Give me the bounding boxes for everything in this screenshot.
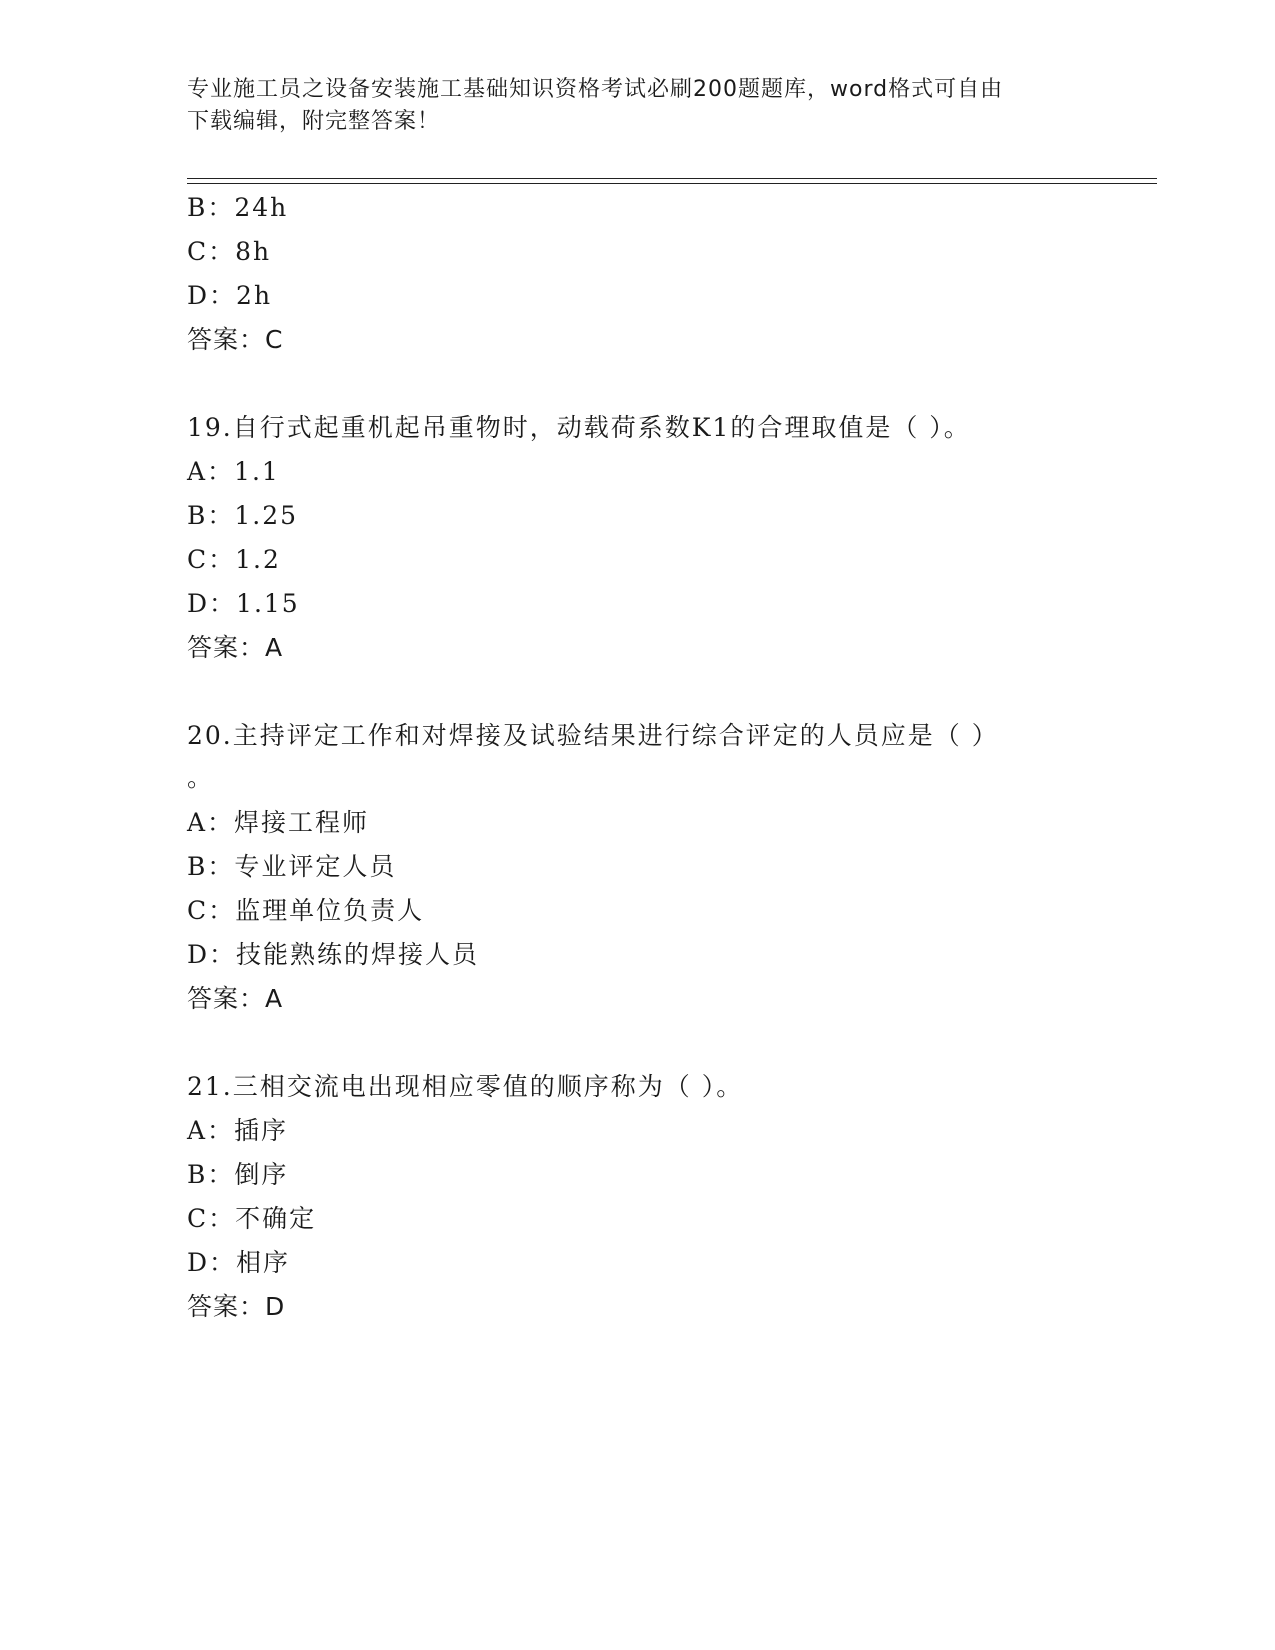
option-a: A：1.1	[187, 457, 280, 486]
option-c: C：1.2	[187, 545, 281, 574]
question-stem-continued: 。	[187, 763, 215, 792]
option-c: C：不确定	[187, 1204, 317, 1233]
header-title-line-2: 下载编辑，附完整答案！	[187, 109, 441, 134]
question-stem: 20.主持评定工作和对焊接及试验结果进行综合评定的人员应是（ ）	[187, 721, 999, 750]
option-d: D：技能熟练的焊接人员	[187, 940, 480, 969]
option-d: D：1.15	[187, 589, 300, 618]
document-header	[187, 74, 1067, 138]
option-b: B：1.25	[187, 501, 299, 530]
question-stem: 21.三相交流电出现相应零值的顺序称为（ ）。	[187, 1072, 744, 1101]
option-d: D：2h	[187, 281, 273, 310]
option-b: B：倒序	[187, 1160, 289, 1189]
header-title-line-1: 专业施工员之设备安装施工基础知识资格考试必刷200题题库，word格式可自由	[187, 77, 1004, 102]
answer-line: 答案：A	[187, 984, 284, 1013]
answer-line: 答案：C	[187, 325, 284, 354]
answer-line: 答案：A	[187, 633, 284, 662]
header-divider-top	[187, 178, 1157, 179]
header-divider-bottom	[187, 183, 1157, 184]
answer-line: 答案：D	[187, 1292, 286, 1321]
option-d: D：相序	[187, 1248, 291, 1277]
question-stem: 19.自行式起重机起吊重物时，动载荷系数K1的合理取值是（ ）。	[187, 413, 971, 442]
option-b: B：专业评定人员	[187, 852, 397, 881]
option-a: A：插序	[187, 1116, 289, 1145]
option-b: B：24h	[187, 193, 289, 222]
option-a: A：焊接工程师	[187, 808, 370, 837]
option-c: C：8h	[187, 237, 272, 266]
option-c: C：监理单位负责人	[187, 896, 425, 925]
